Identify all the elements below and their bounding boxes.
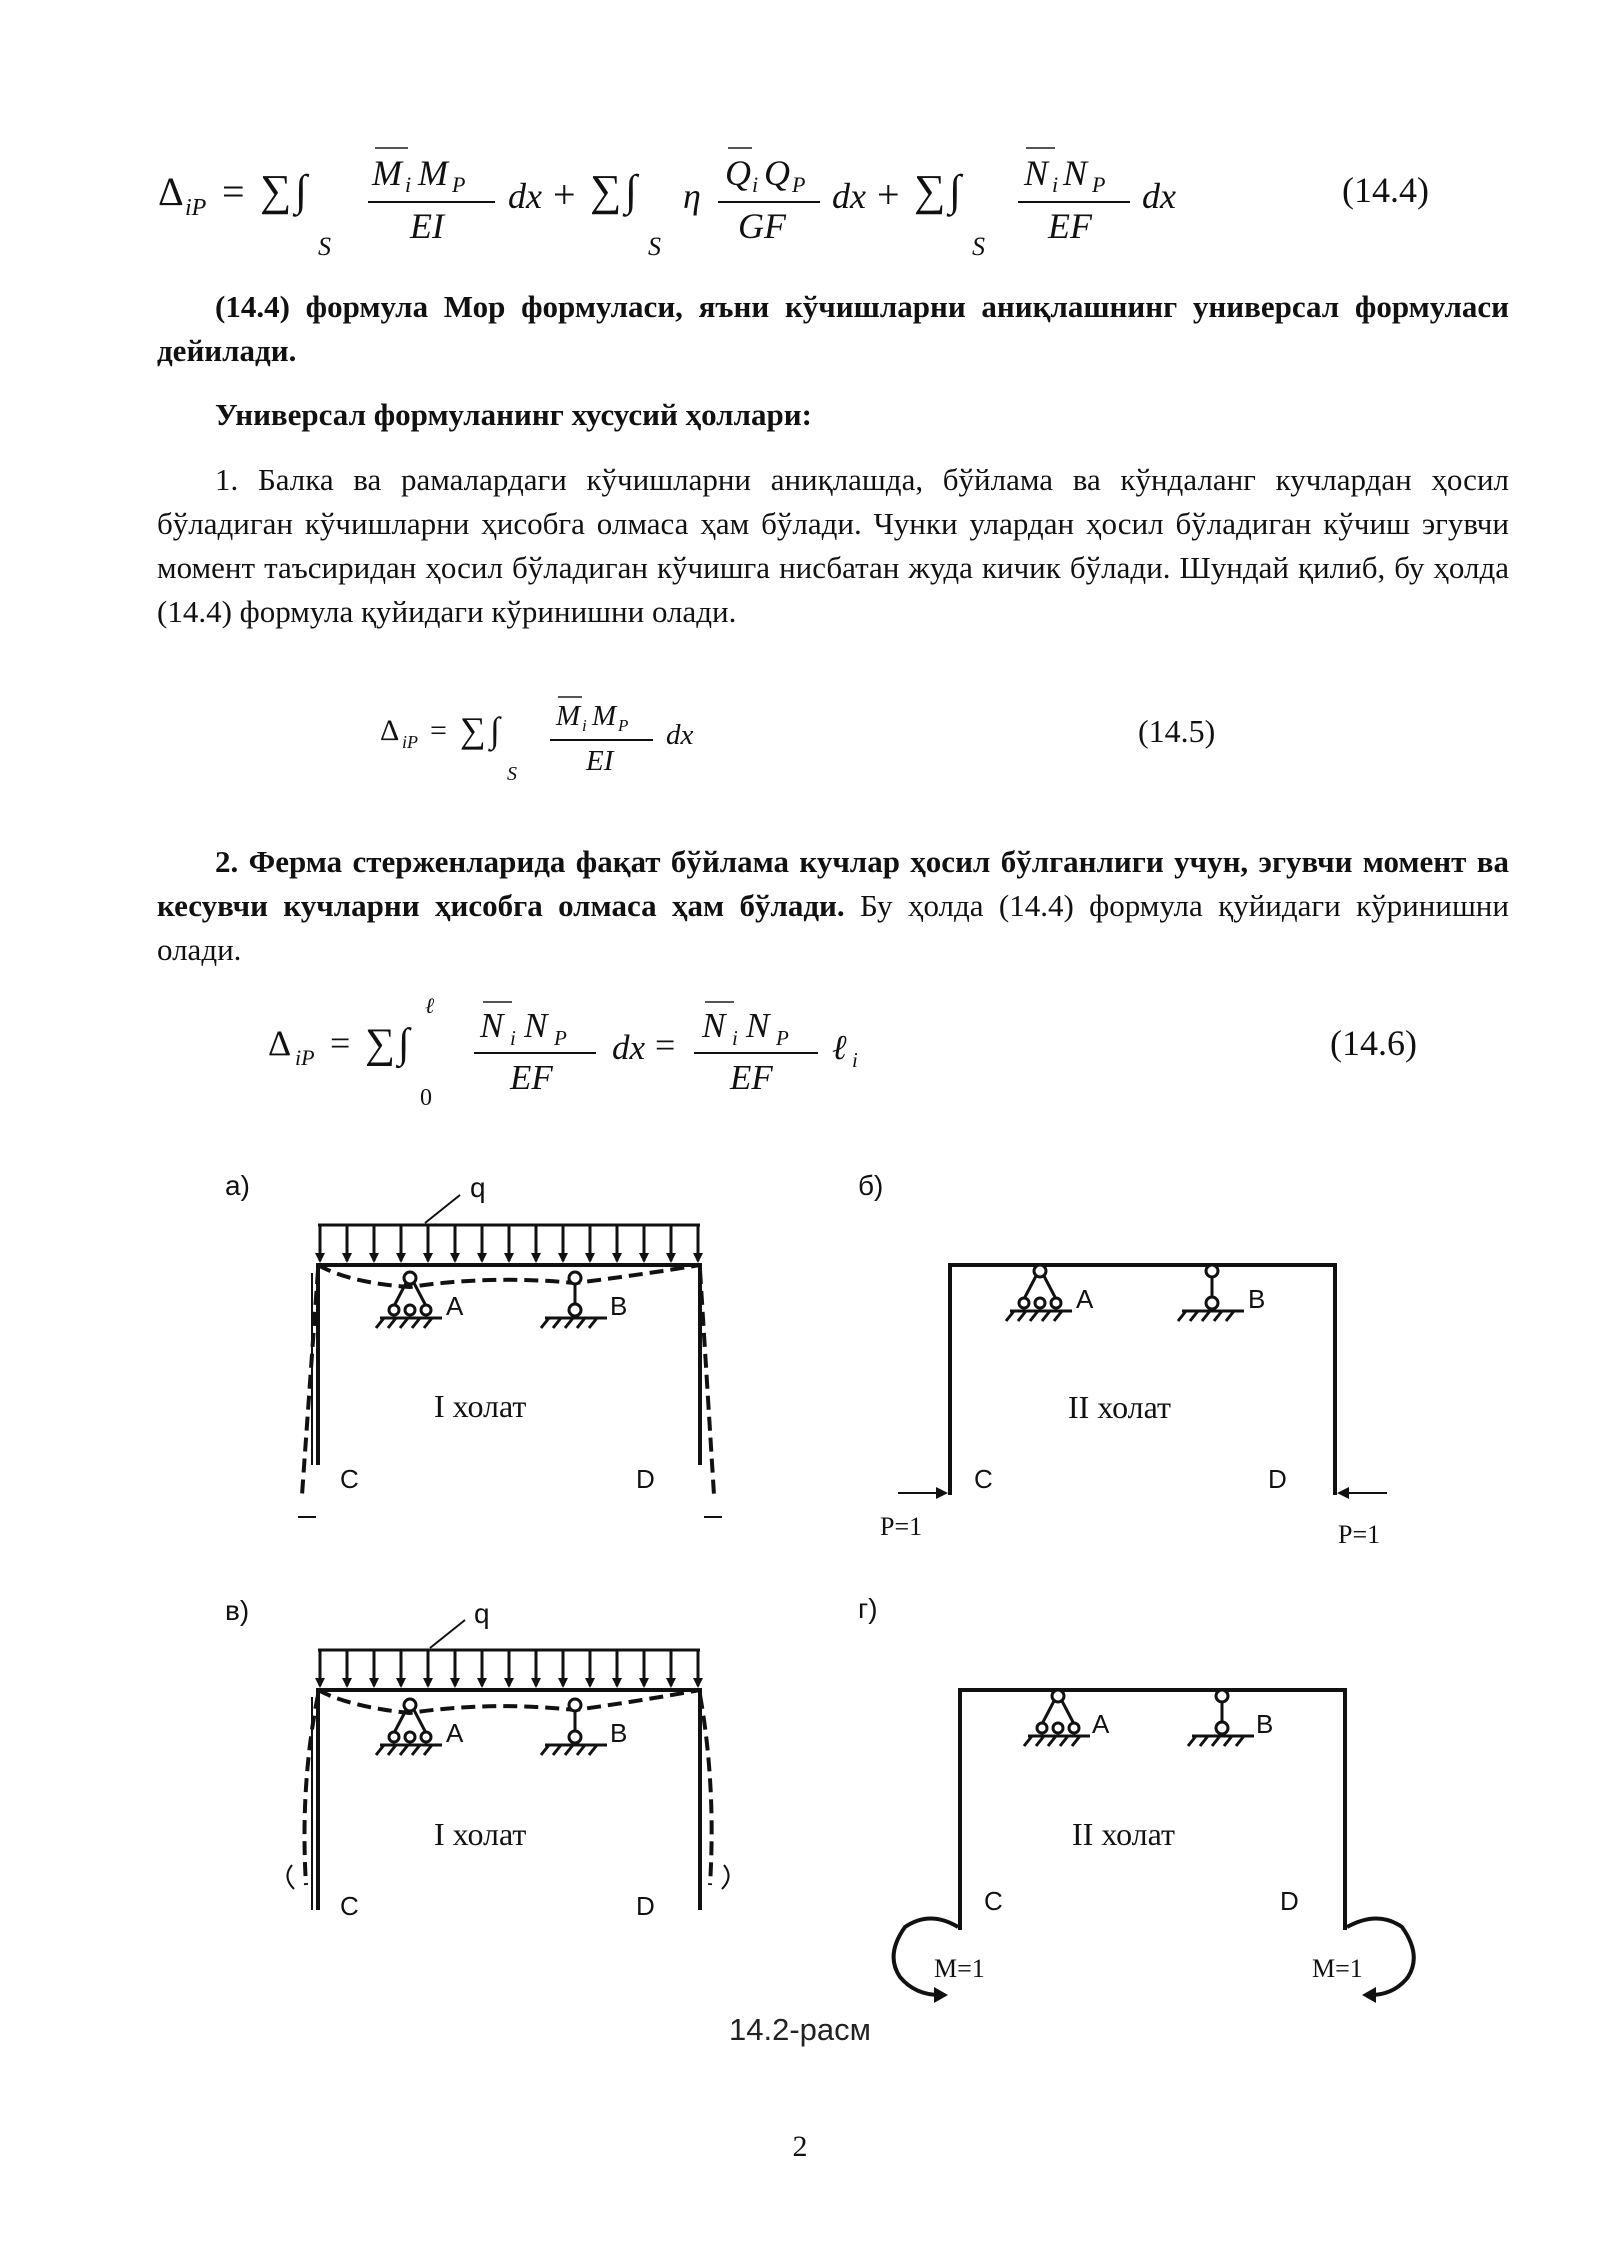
svg-text:=: = [655, 1025, 676, 1065]
svg-text:EF: EF [510, 1058, 553, 1097]
svg-text:ℓ: ℓ [425, 993, 435, 1018]
panel-b-support-a: A [1076, 1284, 1094, 1314]
svg-text:+: + [553, 172, 576, 217]
panel-g-support-a: A [1092, 1709, 1110, 1739]
panel-b-force-right: P=1 [1338, 1520, 1381, 1549]
svg-text:N: N [524, 1006, 548, 1045]
svg-text:i: i [582, 716, 587, 735]
svg-text:∑: ∑ [914, 166, 946, 215]
panel-g-node-c: C [984, 1886, 1003, 1916]
svg-text:ℓ: ℓ [832, 1028, 847, 1067]
svg-text:S: S [507, 763, 517, 785]
svg-text:M: M [592, 700, 617, 732]
svg-text:Δ: Δ [158, 169, 184, 214]
svg-text:i: i [405, 172, 412, 197]
panel-b [858, 1170, 1387, 1549]
panel-g-node-d: D [1280, 1886, 1299, 1916]
svg-text:EF: EF [1048, 206, 1092, 246]
equation-14-6 [0, 985, 1600, 1115]
panel-b-support-b: B [1248, 1284, 1266, 1314]
paragraph-case-1 [157, 458, 1509, 634]
case-2-rest-text: Бу ҳолда (14.4) формула қуйидаги кўринишни олади. [157, 888, 1509, 967]
svg-text:Δ: Δ [380, 714, 400, 747]
figure-14-2 [0, 1165, 1600, 2095]
svg-text:=: = [430, 714, 447, 747]
svg-text:N: N [702, 1006, 726, 1045]
svg-text:iP: iP [185, 195, 207, 221]
svg-text:N: N [1063, 153, 1088, 193]
svg-text:P: P [792, 172, 806, 197]
svg-text:+: + [877, 172, 900, 217]
svg-text:M: M [372, 153, 402, 193]
panel-v-node-c: C [340, 1891, 359, 1921]
svg-text:∑: ∑ [460, 710, 486, 750]
panel-v-support-a: A [446, 1718, 464, 1748]
equation-number-14-6: (14.6) [1330, 1023, 1417, 1063]
panel-a-load-arrows [315, 1225, 703, 1263]
paragraph-special-cases-heading [157, 393, 1509, 437]
svg-text:∑: ∑ [260, 166, 292, 215]
svg-text:P: P [618, 716, 629, 735]
panel-a-load-label: q [470, 1172, 486, 1203]
svg-text:M: M [418, 153, 448, 193]
panel-a-support-b: B [610, 1291, 628, 1321]
svg-text:i: i [752, 172, 759, 197]
svg-text:∑: ∑ [365, 1021, 395, 1067]
panel-g-label: г) [858, 1593, 878, 1624]
svg-text:dx: dx [612, 1028, 646, 1067]
panel-b-node-d: D [1268, 1464, 1287, 1494]
panel-v-label: в) [225, 1595, 250, 1626]
svg-text:S: S [648, 232, 661, 261]
paragraph-mohr-formula-text: (14.4) формула Мор формуласи, яъни кўчишларни аниқлашнинг универсал формуласи дейилади. [157, 289, 1509, 368]
svg-text:0: 0 [420, 1085, 432, 1111]
panel-b-label: б) [858, 1170, 884, 1201]
svg-text:N: N [480, 1006, 504, 1045]
svg-text:N: N [746, 1006, 770, 1045]
svg-text:∫: ∫ [949, 166, 962, 215]
svg-text:iP: iP [295, 1045, 315, 1070]
panel-b-force-left: P=1 [880, 1512, 923, 1541]
equation-14-5 [0, 680, 1600, 790]
panel-g-state-label: II холат [1072, 1816, 1175, 1852]
svg-text:P: P [1092, 172, 1106, 197]
panel-a-support-a: A [446, 1291, 464, 1321]
svg-text:∫: ∫ [398, 1021, 410, 1067]
panel-b-state-label: II холат [1068, 1389, 1171, 1425]
svg-text:iP: iP [402, 732, 418, 752]
panel-a-state-label: I холат [434, 1388, 527, 1424]
panel-g-moment-right: M=1 [1312, 1954, 1363, 1983]
svg-text:=: = [330, 1023, 351, 1063]
svg-text:∫: ∫ [490, 710, 500, 750]
svg-text:∫: ∫ [295, 166, 308, 215]
svg-text:i: i [1052, 172, 1059, 197]
svg-text:i: i [732, 1026, 738, 1050]
svg-text:dx: dx [508, 176, 542, 216]
svg-text:P: P [554, 1026, 567, 1050]
page-number: 2 [792, 2130, 808, 2163]
svg-text:EI: EI [586, 745, 614, 777]
panel-v-load-label: q [474, 1598, 490, 1629]
svg-text:Δ: Δ [268, 1023, 292, 1063]
svg-text:M: M [556, 700, 581, 732]
equation-number-14-4: (14.4) [1342, 170, 1429, 210]
svg-text:P: P [452, 172, 466, 197]
svg-text:EI: EI [410, 206, 444, 246]
case-1-text: 1. Балка ва рамалардаги кўчишларни аниқлашда, бўйлама ва кўндаланг кучлардан ҳосил бўладиган кўчишларни ҳисобга олмаса ҳам бўлади. Чунки улардан ҳосил бўладиган кўчиш эгувчи момент таъсиридан ҳосил бўладиган кўчишга нисбатан жуда кичик бўлади. Шундай қилиб, бу ҳолда (14.4) формула қуйидаги кўринишни олади. [157, 462, 1509, 629]
figure-caption: 14.2-расм [729, 2012, 871, 2047]
svg-text:S: S [318, 232, 331, 261]
panel-a-label: а) [225, 1170, 250, 1201]
equation-number-14-5: (14.5) [1138, 713, 1216, 749]
equation-14-4 [0, 120, 1600, 270]
svg-text:∫: ∫ [625, 166, 638, 215]
svg-text:EF: EF [730, 1058, 773, 1097]
case-2-bold-text: 2. Ферма стерженларида фақат бўйлама кучлар ҳосил бўлганлиги учун, эгувчи момент ва кесувчи кучларни ҳисобга олмаса ҳам бўлади. [157, 844, 1509, 923]
svg-text:S: S [972, 232, 985, 261]
panel-a-node-d: D [636, 1464, 655, 1494]
svg-text:GF: GF [738, 206, 786, 246]
svg-text:Q: Q [764, 153, 790, 193]
panel-v-node-d: D [636, 1891, 655, 1921]
svg-text:Q: Q [725, 153, 751, 193]
panel-a [225, 1170, 722, 1517]
svg-text:dx: dx [832, 176, 866, 216]
paragraph-case-2 [157, 840, 1509, 972]
svg-text:η: η [683, 176, 701, 216]
special-cases-heading-text: Универсал формуланинг хусусий ҳоллари: [215, 397, 812, 432]
panel-v-load-arrows [315, 1650, 703, 1688]
svg-text:i: i [510, 1026, 516, 1050]
svg-text:∑: ∑ [590, 166, 622, 215]
panel-v-state-label: I холат [434, 1816, 527, 1852]
svg-text:dx: dx [1142, 176, 1176, 216]
svg-text:N: N [1024, 153, 1049, 193]
panel-g [858, 1593, 1414, 2003]
panel-v-support-b: B [610, 1718, 628, 1748]
panel-g-moment-left: M=1 [934, 1954, 985, 1983]
panel-g-support-b: B [1256, 1709, 1274, 1739]
svg-text:dx: dx [666, 719, 694, 751]
paragraph-mohr-formula [157, 285, 1509, 373]
svg-text:i: i [852, 1048, 858, 1072]
panel-v [225, 1595, 729, 1921]
svg-text:P: P [776, 1026, 789, 1050]
svg-text:=: = [222, 169, 245, 214]
panel-b-node-c: C [974, 1464, 993, 1494]
panel-a-node-c: C [340, 1464, 359, 1494]
